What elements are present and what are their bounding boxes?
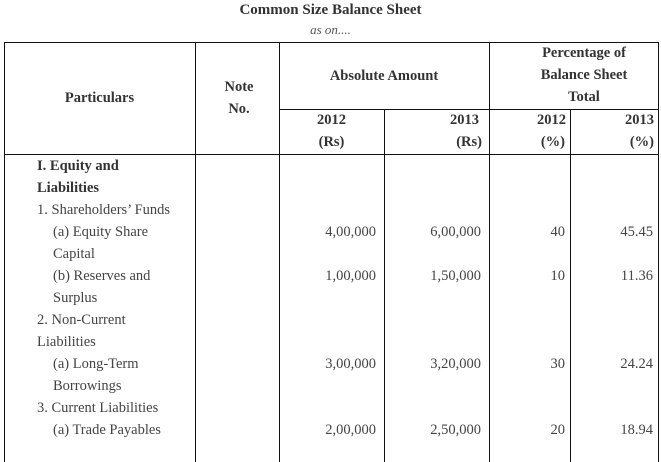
- row-label-line: (a) Trade Payables: [53, 422, 161, 438]
- cell-abs-2012: 2,00,000: [325, 422, 376, 438]
- row-label: [37, 199, 192, 221]
- document-title: Common Size Balance Sheet: [239, 2, 422, 18]
- row-label-line: (b) Reserves and: [53, 268, 151, 284]
- header-pct-2012-year: 2012: [537, 112, 566, 128]
- header-percentage: Percentage of Balance Sheet Total: [540, 45, 628, 105]
- border-right: [658, 42, 659, 462]
- cell-pct-2013: 11.36: [620, 268, 653, 284]
- header-pct-2012: [489, 109, 570, 153]
- row-label: [53, 265, 192, 309]
- border-abs-pct: [489, 42, 490, 462]
- header-pct-2013-year: 2013: [625, 112, 654, 128]
- header-abs-2012: [279, 109, 384, 153]
- row-label-line: 3. Current Liabilities: [37, 400, 159, 416]
- cell-abs-2012: 3,00,000: [325, 356, 376, 372]
- row-label-line: Surplus: [53, 290, 98, 306]
- row-label: [53, 221, 192, 265]
- row-label: [37, 155, 192, 199]
- row-label-line: Capital: [53, 246, 95, 262]
- row-label-line: (a) Equity Share: [53, 224, 149, 240]
- header-note-no: Note No.: [224, 79, 254, 117]
- row-label: [37, 397, 192, 419]
- cell-pct-2012: 40: [550, 224, 565, 240]
- row-label-line: 2. Non-Current: [37, 312, 126, 328]
- border-particulars-note: [195, 42, 196, 462]
- header-absolute-amount: Absolute Amount: [329, 68, 439, 84]
- cell-abs-2012: 1,00,000: [325, 268, 376, 284]
- cell-pct-2013: 18.94: [620, 422, 653, 438]
- row-label-line: Liabilities: [37, 180, 100, 196]
- row-label-line: Borrowings: [53, 378, 122, 394]
- header-abs-2012-unit: (Rs): [318, 134, 345, 150]
- cell-pct-2012: 10: [550, 268, 565, 284]
- cell-abs-2013: 1,50,000: [430, 268, 481, 284]
- cell-pct-2012: 20: [550, 422, 565, 438]
- header-pct-2013-unit: (%): [629, 134, 654, 150]
- row-label: [53, 353, 192, 397]
- header-abs-2013-unit: (Rs): [456, 134, 482, 150]
- row-label: [53, 419, 192, 441]
- header-abs-2012-year: 2012: [317, 112, 346, 128]
- row-label-line: Liabilities: [37, 334, 96, 350]
- cell-abs-2012: 4,00,000: [325, 224, 376, 240]
- row-label: [37, 309, 192, 353]
- row-label-line: 1. Shareholders’ Funds: [37, 202, 171, 218]
- border-note-abs: [279, 42, 280, 462]
- cell-pct-2013: 45.45: [620, 224, 653, 240]
- balance-sheet-table: [4, 42, 659, 462]
- cell-pct-2012: 30: [550, 356, 565, 372]
- cell-pct-2013: 24.24: [620, 356, 653, 372]
- header-pct-2013: [570, 109, 658, 153]
- document-subtitle: as on....: [310, 22, 351, 37]
- header-particulars: Particulars: [64, 90, 135, 106]
- cell-abs-2013: 3,20,000: [430, 356, 481, 372]
- header-abs-2013: [384, 109, 489, 153]
- cell-abs-2013: 6,00,000: [430, 224, 481, 240]
- row-label-line: I. Equity and: [37, 158, 119, 174]
- header-abs-2013-year: 2013: [450, 112, 479, 128]
- cell-abs-2013: 2,50,000: [430, 422, 481, 438]
- header-pct-2012-unit: (%): [540, 134, 565, 150]
- row-label-line: (a) Long-Term: [53, 356, 139, 372]
